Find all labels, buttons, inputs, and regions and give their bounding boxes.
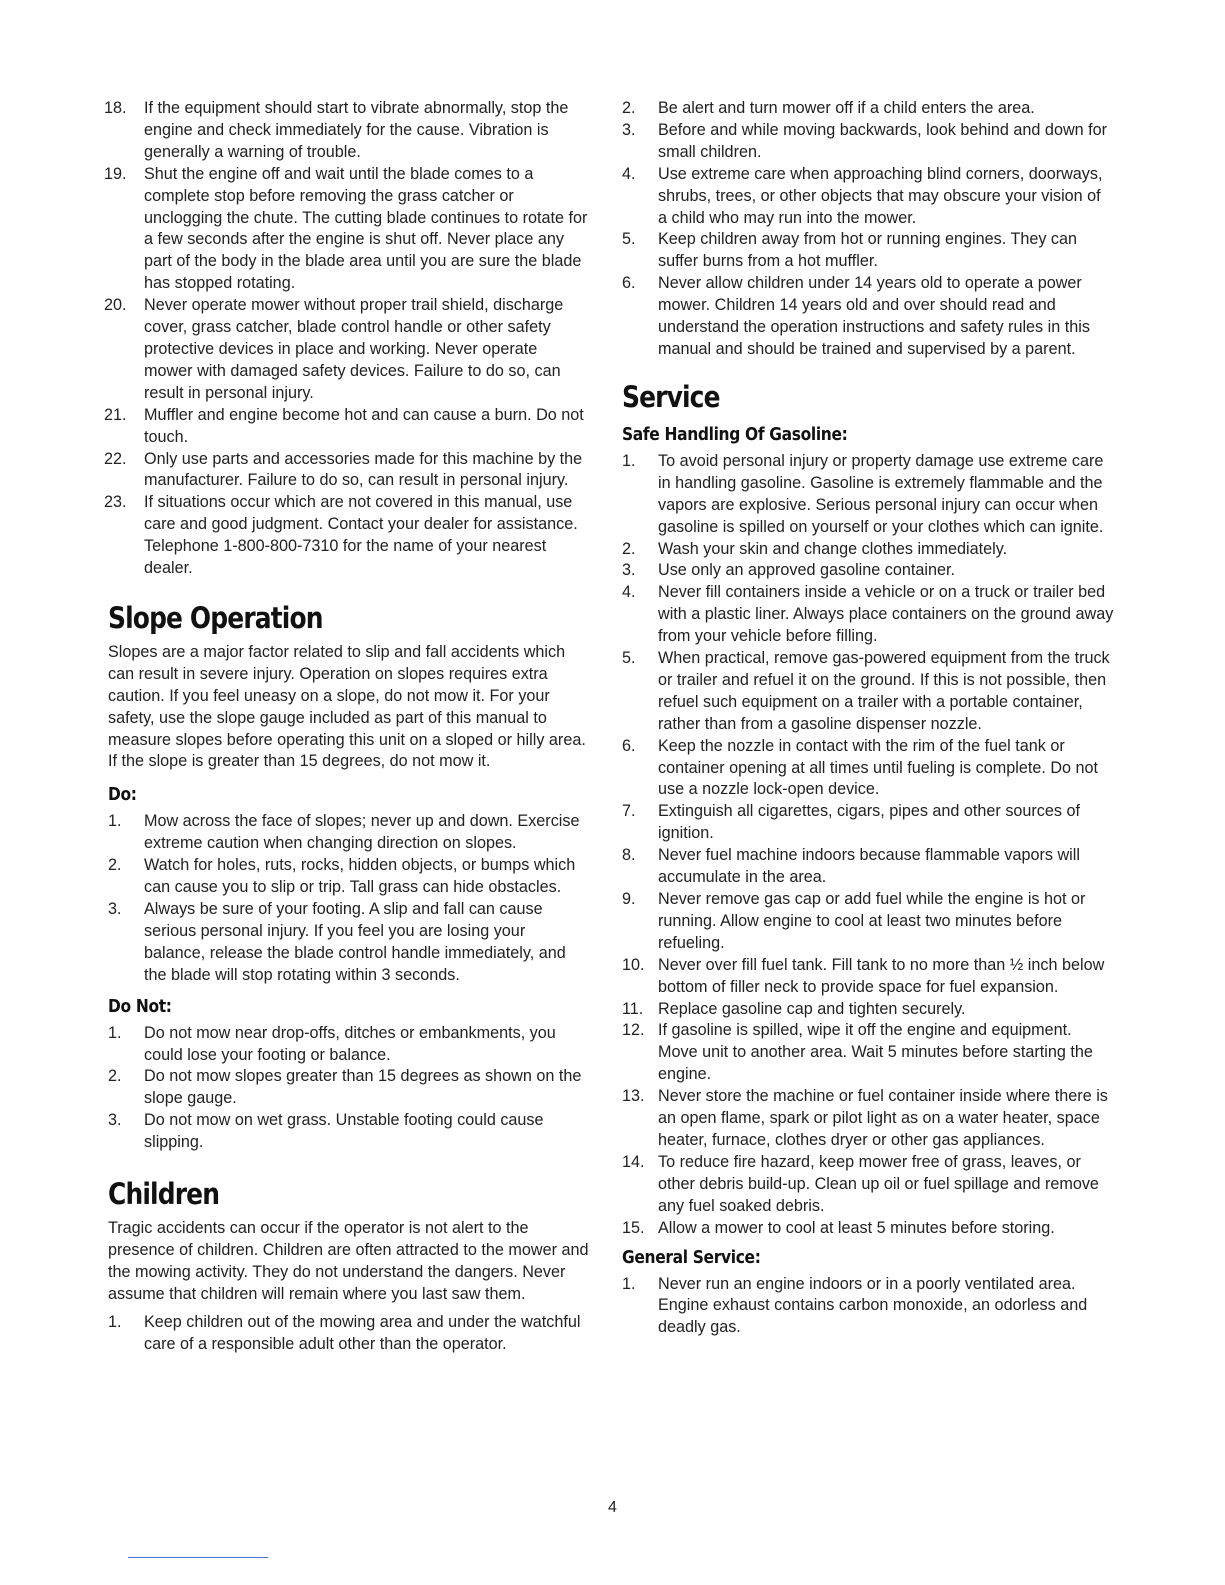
list-item bbox=[622, 120, 1114, 164]
list-item-text: Never store the machine or fuel container inside where there is an open flame, spark or pilot light as on a water heater, space heater, furnace, clothes dryer or other gas appliances. bbox=[658, 1087, 1108, 1149]
list-item bbox=[622, 999, 1114, 1021]
list-item-number: 23. bbox=[104, 493, 127, 512]
service-heading: Service bbox=[622, 379, 720, 414]
list-item-text: Never remove gas cap or add fuel while the engine is hot or running. Allow engine to cool at least two minutes before refueling. bbox=[658, 890, 1086, 952]
list-item bbox=[622, 164, 1114, 230]
do-not-list bbox=[108, 1023, 590, 1154]
list-item-number: 6. bbox=[622, 274, 636, 293]
list-item bbox=[108, 1110, 590, 1154]
list-item-number: 5. bbox=[622, 649, 636, 668]
list-item-text: Never run an engine indoors or in a poorly ventilated area. Engine exhaust contains carbon monoxide, an odorless and deadly gas. bbox=[658, 1274, 1088, 1337]
list-item bbox=[622, 1274, 1114, 1340]
general-service-heading: General Service: bbox=[622, 1246, 761, 1268]
list-item-number: 22. bbox=[104, 449, 127, 468]
page-number: 4 bbox=[608, 1499, 617, 1516]
list-item bbox=[108, 1066, 590, 1110]
list-item bbox=[622, 98, 1114, 120]
list-item-number: 19. bbox=[104, 164, 127, 183]
gasoline-list bbox=[622, 451, 1114, 1240]
list-item-text: If the equipment should start to vibrate abnormally, stop the engine and check immediately for the cause. Vibration is generally a warning of trouble. bbox=[144, 99, 569, 161]
children-intro-paragraph: Tragic accidents can occur if the operator is not alert to the presence of children. Children are often attracted to the mower and the mowing activity. They do not understand the dangers. Never assume that children will remain where you last saw them. bbox=[108, 1219, 589, 1303]
list-item-number: 11. bbox=[622, 999, 644, 1018]
list-item bbox=[104, 164, 590, 295]
list-item-text: Shut the engine off and wait until the blade comes to a complete stop before removing the grass catcher or unclogging the chute. The cutting blade continues to rotate for a few seconds after the engine is shut off. Never place any part of the body in the blade area until you are sure the blade has stopped rotating. bbox=[144, 164, 588, 293]
list-item-text: Never fuel machine indoors because flammable vapors will accumulate in the area. bbox=[658, 846, 1080, 887]
list-item-number: 8. bbox=[622, 846, 636, 865]
list-item-text: Keep the nozzle in contact with the rim of the fuel tank or container opening at all times until fueling is complete. Do not use a nozzle lock-open device. bbox=[658, 736, 1099, 799]
list-item bbox=[622, 648, 1114, 736]
list-item-text: Never operate mower without proper trail shield, discharge cover, grass catcher, blade control handle or other safety protective devices in place and working. Never operate mower with damaged safety devices. Failure to do so, can result in personal injury. bbox=[144, 296, 564, 402]
list-item-number: 2. bbox=[108, 856, 122, 875]
list-item-number: 4. bbox=[622, 583, 636, 602]
list-item-number: 1. bbox=[108, 1312, 122, 1331]
list-item-number: 3. bbox=[108, 1111, 122, 1130]
list-item-number: 7. bbox=[622, 802, 636, 821]
list-item-text: To reduce fire hazard, keep mower free of grass, leaves, or other debris build-up. Clean up oil or fuel spillage and remove any fuel soaked debris. bbox=[658, 1152, 1099, 1215]
list-item-text: Before and while moving backwards, look behind and down for small children. bbox=[658, 120, 1108, 161]
list-item-text: Be alert and turn mower off if a child enters the area. bbox=[658, 99, 1035, 117]
list-item bbox=[622, 229, 1114, 273]
list-item-number: 9. bbox=[622, 890, 636, 908]
list-item bbox=[622, 955, 1114, 999]
list-item-number: 1. bbox=[108, 1023, 122, 1042]
list-item-text: Use only an approved gasoline container. bbox=[658, 561, 955, 580]
list-item-text: Keep children out of the mowing area and under the watchful care of a responsible adult other than the operator. bbox=[144, 1312, 581, 1353]
list-item bbox=[108, 1312, 590, 1356]
children-list-part2 bbox=[622, 98, 1114, 361]
list-item bbox=[104, 492, 590, 580]
list-item-text: If situations occur which are not covered in this manual, use care and good judgment. Contact your dealer for assistance. Telephone 1-800-800-7310 for the name of your nearest dealer. bbox=[144, 493, 578, 578]
list-item-text: Do not mow slopes greater than 15 degrees as shown on the slope gauge. bbox=[144, 1067, 582, 1108]
list-item bbox=[104, 449, 590, 493]
list-item-text: If gasoline is spilled, wipe it off the engine and equipment. Move unit to another area. Wait 5 minutes before starting the engine. bbox=[658, 1021, 1093, 1084]
list-item-number: 4. bbox=[622, 164, 636, 183]
list-item-number: 14. bbox=[622, 1152, 645, 1171]
list-item bbox=[622, 451, 1114, 539]
list-item-text: Watch for holes, ruts, rocks, hidden objects, or bumps which can cause you to slip or trip. Tall grass can hide obstacles. bbox=[144, 856, 576, 897]
list-item-text: Never fill containers inside a vehicle or on a truck or trailer bed with a plastic liner. Always place containers on the ground away from your vehicle before filling. bbox=[658, 583, 1114, 646]
list-item-number: 1. bbox=[622, 1274, 636, 1293]
list-item bbox=[622, 560, 1114, 582]
do-not-heading: Do Not: bbox=[108, 995, 172, 1017]
list-item-number: 18. bbox=[104, 99, 127, 117]
list-item-text: Only use parts and accessories made for this machine by the manufacturer. Failure to do so, can result in personal injury. bbox=[144, 449, 583, 490]
footer-rule bbox=[128, 1557, 268, 1558]
list-item-number: 1. bbox=[108, 812, 122, 831]
list-item-text: Do not mow on wet grass. Unstable footing could cause slipping. bbox=[144, 1111, 544, 1152]
do-list bbox=[108, 811, 590, 986]
list-item bbox=[104, 405, 590, 449]
slope-intro-paragraph: Slopes are a major factor related to slip and fall accidents which can result in severe injury. Operation on slopes requires extra caution. If you feel uneasy on a slope, do not mow it. For your safety, use the slope gauge included as part of this manual to measure slopes before operating this unit on a sloped or hilly area. If the slope is greater than 15 degrees, do not mow it. bbox=[108, 642, 586, 771]
list-item-number: 13. bbox=[622, 1087, 645, 1106]
list-item-text: Replace gasoline cap and tighten securely. bbox=[658, 999, 966, 1018]
list-item bbox=[108, 855, 590, 899]
list-item-text: When practical, remove gas-powered equipment from the truck or trailer and refuel it on the ground. If this is not possible, then refuel such equipment on a trailer with a portable container, rather than from a gasoline dispenser nozzle. bbox=[658, 649, 1110, 733]
list-item-text: Allow a mower to cool at least 5 minutes before storing. bbox=[658, 1218, 1055, 1237]
children-list-part1 bbox=[108, 1312, 590, 1356]
right-column bbox=[622, 98, 1114, 1339]
list-item-number: 2. bbox=[108, 1067, 122, 1086]
list-item-number: 3. bbox=[622, 120, 636, 139]
list-item-number: 1. bbox=[622, 451, 636, 470]
do-heading: Do: bbox=[108, 784, 137, 806]
list-item bbox=[108, 899, 590, 987]
list-item-text: Never over fill fuel tank. Fill tank to no more than ½ inch below bottom of filler neck to provide space for fuel expansion. bbox=[658, 955, 1105, 996]
list-item bbox=[622, 801, 1114, 845]
list-item-number: 20. bbox=[104, 296, 127, 315]
list-item bbox=[622, 736, 1114, 802]
list-item-text: To avoid personal injury or property damage use extreme care in handling gasoline. Gasoline is extremely flammable and the vapors are explosive. Serious personal injury can occur when gasoline is spilled on yourself or your clothes which can ignite. bbox=[658, 451, 1104, 536]
children-heading: Children bbox=[108, 1177, 220, 1212]
list-item bbox=[622, 1152, 1114, 1218]
list-item-text: Mow across the face of slopes; never up and down. Exercise extreme caution when changing direction on slopes. bbox=[144, 812, 580, 853]
list-item-number: 2. bbox=[622, 99, 636, 117]
list-item bbox=[622, 845, 1114, 889]
list-item-text: Use extreme care when approaching blind corners, doorways, shrubs, trees, or other objects that may obscure your vision of a child who may run into the mower. bbox=[658, 164, 1103, 227]
list-item bbox=[622, 889, 1114, 955]
list-item-number: 3. bbox=[622, 561, 636, 580]
list-item-text: Do not mow near drop-offs, ditches or embankments, you could lose your footing or balance. bbox=[144, 1023, 556, 1064]
list-item-number: 5. bbox=[622, 230, 636, 249]
list-item bbox=[622, 1086, 1114, 1152]
slope-operation-heading: Slope Operation bbox=[108, 600, 323, 635]
list-item-number: 10. bbox=[622, 955, 645, 974]
list-item-text: Always be sure of your footing. A slip and fall can cause serious personal injury. If you feel you are losing your balance, release the blade control handle immediately, and the blade will stop rotating within 3 seconds. bbox=[144, 900, 566, 984]
list-item-text: Never allow children under 14 years old to operate a power mower. Children 14 years old and over should read and understand the operation instructions and safety rules in this manual and should be trained and supervised by a parent. bbox=[658, 274, 1090, 358]
list-item bbox=[622, 539, 1114, 561]
left-column bbox=[104, 98, 590, 1356]
list-item-number: 6. bbox=[622, 736, 636, 755]
safe-handling-gasoline-heading: Safe Handling Of Gasoline: bbox=[622, 423, 848, 445]
list-item bbox=[622, 273, 1114, 361]
list-item bbox=[622, 1218, 1114, 1240]
general-service-list bbox=[622, 1274, 1114, 1340]
list-item bbox=[104, 295, 590, 405]
list-item bbox=[108, 1023, 590, 1067]
list-item bbox=[622, 1020, 1114, 1086]
list-item-text: Wash your skin and change clothes immediately. bbox=[658, 539, 1008, 558]
list-item-text: Muffler and engine become hot and can cause a burn. Do not touch. bbox=[144, 405, 584, 446]
list-item-number: 21. bbox=[104, 405, 127, 424]
list-item bbox=[622, 582, 1114, 648]
list-item-text: Extinguish all cigarettes, cigars, pipes and other sources of ignition. bbox=[658, 802, 1080, 843]
safety-rules-list-continued bbox=[104, 98, 590, 580]
list-item-text: Keep children away from hot or running engines. They can suffer burns from a hot muffler. bbox=[658, 230, 1078, 271]
list-item bbox=[104, 98, 590, 164]
list-item-number: 2. bbox=[622, 539, 636, 558]
list-item-number: 12. bbox=[622, 1021, 645, 1040]
list-item-number: 15. bbox=[622, 1218, 645, 1237]
list-item-number: 3. bbox=[108, 900, 122, 918]
list-item bbox=[108, 811, 590, 855]
